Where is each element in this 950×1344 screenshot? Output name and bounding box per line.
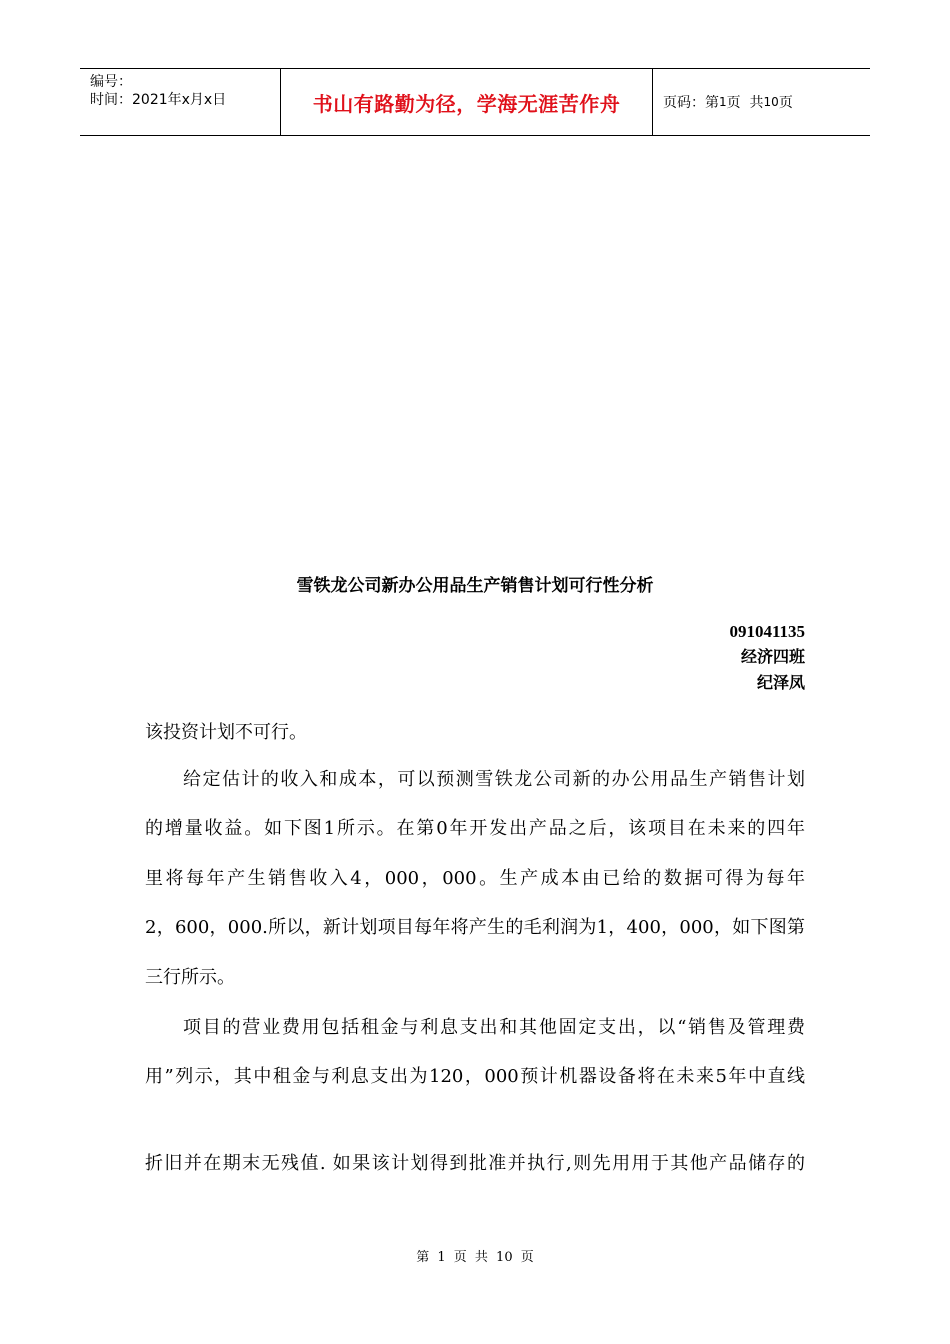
body-line-6: 三行所示。 [145, 967, 235, 988]
header-page-cell [653, 69, 870, 135]
body-line-5: 2，600，000.所以，新计划项目每年将产生的毛利润为1，400，000，如下图第 [145, 917, 805, 938]
body-line-7: 项目的营业费用包括租金与利息支出和其他固定支出，以“销售及管理费 [183, 1017, 805, 1038]
motto-text: 书山有路勤为径，学海无涯苦作舟 [312, 91, 621, 116]
page-total: 10 [763, 95, 779, 109]
body-line-3: 的增量收益。如下图1所示。在第0年开发出产品之后，该项目在未来的四年 [145, 818, 805, 839]
page-info-suffix: 页 [778, 95, 793, 111]
document-header [80, 68, 870, 136]
body-line-9: 折旧并在期末无残值. 如果该计划得到批准并执行,则先用用于其他产品储存的 [145, 1153, 805, 1174]
body-line-8: 用”列示，其中租金与利息支出为120，000预计机器设备将在未来5年中直线 [145, 1066, 805, 1087]
page-current: 1 [719, 95, 727, 109]
document-title: 雪铁龙公司新办公用品生产销售计划可行性分析 [296, 576, 654, 596]
serial-label: 编号： [90, 74, 132, 90]
page-info-prefix: 页码：第 [663, 95, 719, 111]
body-line-1: 该投资计划不可行。 [145, 722, 307, 743]
author-class: 经济四班 [740, 647, 805, 666]
author-student-id: 091041135 [729, 622, 805, 641]
body-line-2: 给定估计的收入和成本，可以预测雪铁龙公司新的办公用品生产销售计划 [183, 769, 805, 790]
header-meta-cell [80, 69, 281, 135]
body-line-4: 里将每年产生销售收入4，000，000。生产成本由已给的数据可得为每年 [145, 868, 805, 889]
page-footer: 第 1 页 共 10 页 [416, 1250, 534, 1265]
author-name: 纪泽凤 [756, 673, 805, 692]
date-label: 时间：2021年x月x日 [90, 92, 227, 108]
page-info-mid: 页 共 [726, 95, 764, 111]
header-motto-cell [281, 69, 653, 135]
